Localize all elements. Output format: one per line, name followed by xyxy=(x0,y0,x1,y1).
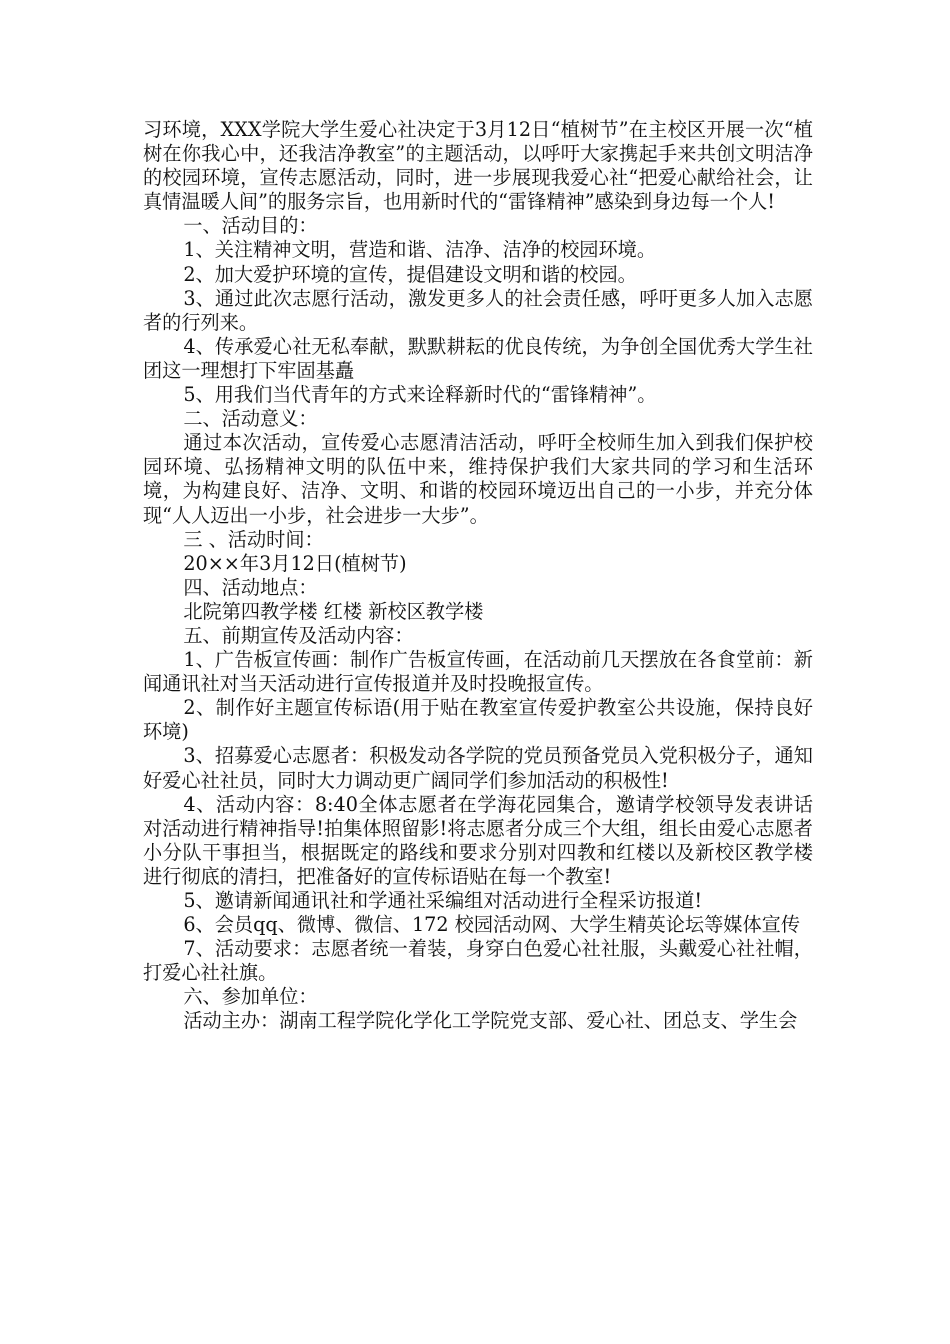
activity-location: 北院第四教学楼 红楼 新校区教学楼 xyxy=(183,599,484,623)
purpose-item-3: 3、通过此次志愿行活动，激发更多人的社会责任感，呼吁更多人加入志愿者的行列来。 xyxy=(143,286,813,334)
activity-date: 20××年3月12日(植树节) xyxy=(183,551,407,575)
organizer-line: 活动主办：湖南工程学院化学化工学院党支部、爱心社、团总支、学生会 xyxy=(183,1009,798,1033)
section-heading-time: 三 、活动时间： xyxy=(183,527,324,551)
intro-paragraph: 习环境，XXX学院大学生爱心社决定于3月12日“植树节”在主校区开展一次“植树在你我心中，还我洁净教室”的主题活动，以呼吁大家携起手来共创文明洁净的校园环境，宣传志愿活动，同时，进一步展现我爱心社“把爱心献给社会，让真情温暖人间”的服务宗旨，也用新时代的“雷锋精神”感染到身边每一个人! xyxy=(143,118,813,214)
purpose-item-5: 5、用我们当代青年的方式来诠释新时代的“雷锋精神”。 xyxy=(183,383,657,407)
purpose-item-2: 2、加大爱护环境的宣传，提倡建设文明和谐的校园。 xyxy=(183,262,637,286)
section-heading-content: 五、前期宣传及活动内容： xyxy=(183,623,414,647)
section-heading-location: 四、活动地点： xyxy=(183,575,318,599)
significance-paragraph: 通过本次活动，宣传爱心志愿清洁活动，呼吁全校师生加入到我们保护校园环境、弘扬精神文明的队伍中来，维持保护我们大家共同的学习和生活环境，为构建良好、洁净、文明、和谐的校园环境迈出自己的一小步，并充分体现“人人迈出一小步，社会进步一大步”。 xyxy=(143,431,813,527)
purpose-item-1: 1、关注精神文明，营造和谐、洁净、洁净的校园环境。 xyxy=(183,238,657,262)
content-item-1: 1、广告板宣传画：制作广告板宣传画，在活动前几天摆放在各食堂前：新闻通讯社对当天活动进行宣传报道并及时投晚报宣传。 xyxy=(143,648,813,696)
section-heading-significance: 二、活动意义： xyxy=(183,407,318,431)
content-item-4: 4、活动内容：8:40全体志愿者在学海花园集合，邀请学校领导发表讲话对活动进行精神指导!拍集体照留影!将志愿者分成三个大组，组长由爱心志愿者小分队干事担当，根据既定的路线和要求分别对四教和红楼以及新校区教学楼进行彻底的清扫，把准备好的宣传标语贴在每一个教室! xyxy=(143,792,813,888)
content-item-7: 7、活动要求：志愿者统一着装，身穿白色爱心社社服，头戴爱心社社帽，打爱心社社旗。 xyxy=(143,937,813,985)
content-item-2: 2、制作好主题宣传标语(用于贴在教室宣传爱护教室公共设施，保持良好环境) xyxy=(143,696,813,744)
purpose-item-4: 4、传承爱心社无私奉献，默默耕耘的优良传统，为争创全国优秀大学生社团这一理想打下牢固基矗 xyxy=(143,334,813,382)
content-item-6: 6、会员qq、微博、微信、172 校园活动网、大学生精英论坛等媒体宣传 xyxy=(183,913,801,937)
document-body xyxy=(143,118,813,1034)
content-item-3: 3、招募爱心志愿者：积极发动各学院的党员预备党员入党积极分子，通知好爱心社社员，同时大力调动更广阔同学们参加活动的积极性! xyxy=(143,744,813,792)
content-item-5: 5、邀请新闻通讯社和学通社采编组对活动进行全程采访报道! xyxy=(183,889,703,912)
section-heading-units: 六、参加单位： xyxy=(183,985,318,1009)
section-heading-purpose: 一、活动目的： xyxy=(183,214,318,238)
